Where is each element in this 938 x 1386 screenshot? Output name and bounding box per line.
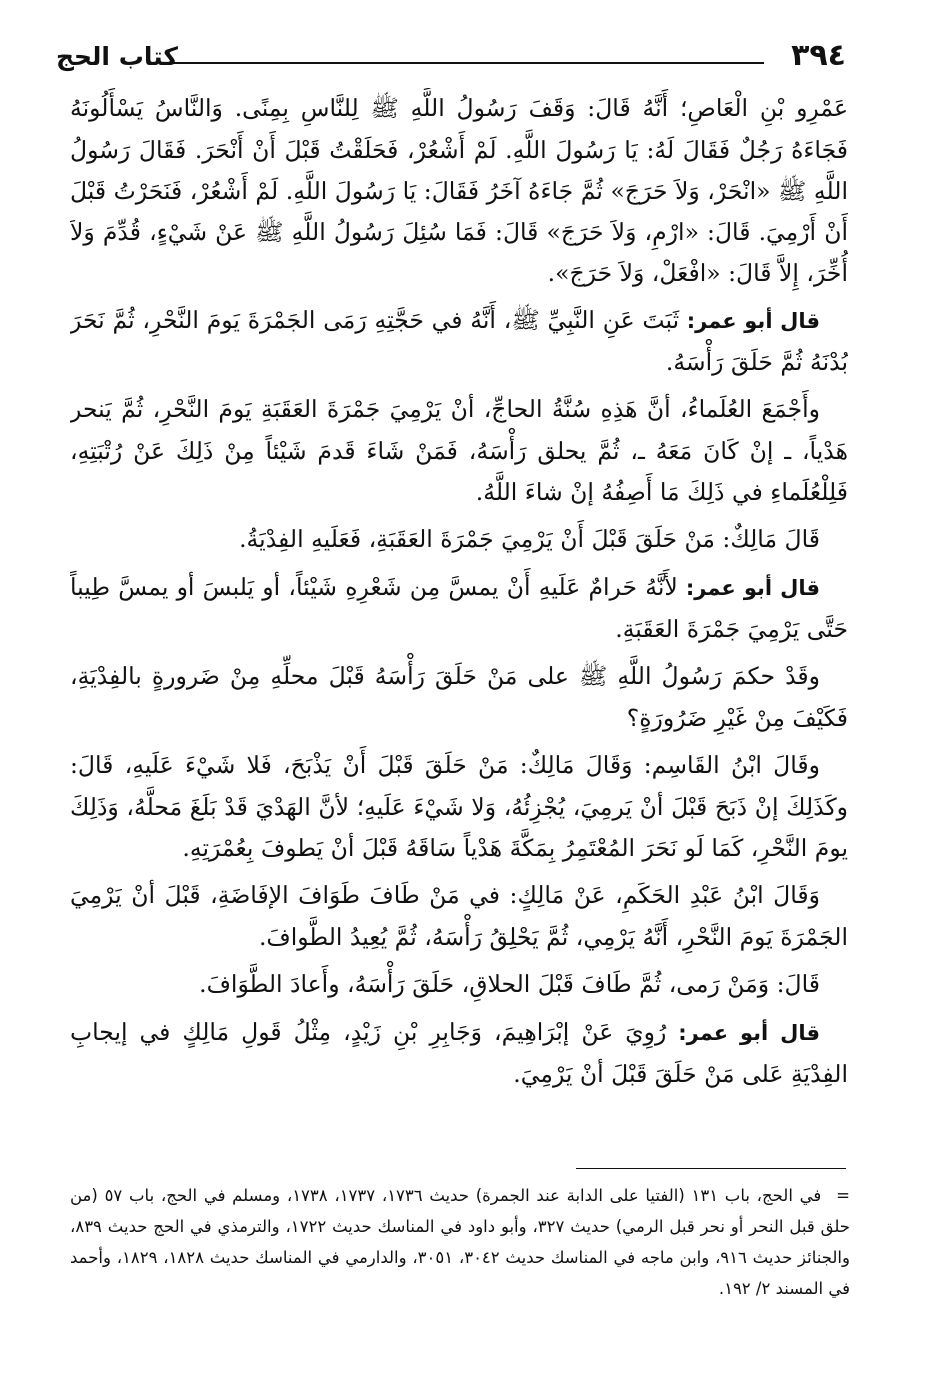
page-header [56, 36, 846, 80]
paragraph-text: وأَجْمَعَ العُلَماءُ، أنَّ هَذِهِ سُنَّةُ الحاجِّ، أنْ يَرْمِيَ جَمْرَةَ العَقَبَةِ يَومَ النَّحْرِ، ثُمَّ يَنحر هَدْياً، ـ إنْ كَانَ مَعَهُ ـ، ثُمَّ يحلق رَأْسَهُ، فَمَنْ شَاءَ قَدمَ شَيْئاً مِنْ ذَلِكَ عَنْ رُتْبَتِهِ، فَلِلْعُلَماءِ في ذَلِكَ مَا أَصِفُهُ إنْ شاءَ اللَّهُ. [70, 395, 848, 506]
paragraph-text: قَالَ مَالِكٌ: مَنْ حَلَقَ قَبْلَ أَنْ يَرْمِيَ جَمْرَةَ العَقَبَةِ، فَعَلَيهِ الفِدْيَةُ. [239, 525, 820, 553]
paragraph-text: وقَالَ ابْنُ القَاسِم: وَقَالَ مَالِكٌ: مَنْ حَلَقَ قَبْلَ أَنْ يَذْبَحَ، فَلا شَيْءَ عَلَيهِ، قَالَ: وكَذَلِكَ إنْ ذَبَحَ قَبْلَ أنْ يَرمِيَ، يُجْزِئُهُ، وَلا شَيْءَ عَلَيهِ؛ لأنَّ الهَدْيَ قَدْ بَلَغَ مَحلَّهُ، وَذَلِكَ يومَ النَّحْرِ، كَمَا لَو نَحَرَ المُعْتَمِرُ بِمَكَّةَ هَدْياً سَاقَهُ قَبْلَ أنْ يَطوفَ بِعُمْرَتِهِ. [70, 751, 848, 862]
paragraph-text: رُوِيَ عَنْ إبْرَاهِيمَ، وَجَابِرِ بْنِ زَيْدٍ، مِثْلُ قَولِ مَالِكٍ في إيجابِ الفِدْيَةِ عَلى مَنْ حَلَقَ قَبْلَ أنْ يَرْمِيَ. [70, 1018, 848, 1088]
paragraph-9 [70, 964, 848, 1006]
footnote-text: في الحج، باب ١٣١ (الفتيا على الدابة عند الجمرة) حديث ١٧٣٦، ١٧٣٧، ١٧٣٨، ومسلم في الحج، باب ٥٧ (من حلق قبل النحر أو نحر قبل الرمي) حديث ٣٢٧، وأبو داود في المناسك حديث ١٧٢٢، والترمذي في الحج حديث ٨٣٩، والجنائز حديث ٩١٦، وابن ماجه في المناسك حديث ٣٠٤٢، ٣٠٥١، والدارمي في المناسك حديث ١٨٢٨، ١٨٢٩، وأحمد في المسند ٢/ ١٩٢. [70, 1186, 850, 1298]
paragraph-1 [70, 88, 848, 294]
footnote-rule [576, 1168, 846, 1169]
paragraph-5 [70, 567, 848, 650]
paragraph-10 [70, 1012, 848, 1095]
paragraph-6 [70, 656, 848, 739]
page-number: ٣٩٤ [791, 38, 846, 73]
paragraph-text: وَقَالَ ابْنُ عَبْدِ الحَكَمِ، عَنْ مَالِكٍ: في مَنْ طَافَ طَوَافَ الإفَاضَةِ، قَبْلَ أنْ يَرْمِيَ الجَمْرَةَ يَومَ النَّحْرِ، أَنَّهُ يَرْمِي، ثُمَّ يَحْلِقُ رَأْسَهُ، ثُمَّ يُعِيدُ الطَّوافَ. [70, 881, 848, 951]
footnote-marker: = [836, 1186, 850, 1205]
paragraph-4 [70, 519, 848, 561]
paragraph-text: وقَدْ حكمَ رَسُولُ اللَّهِ ﷺ على مَنْ حَلَقَ رَأْسَهُ قَبْلَ محلِّهِ مِنْ ضَرورةٍ بالفِدْيَةِ، فَكَيْفَ مِنْ غَيْرِ ضَرُورَةٍ؟ [70, 662, 848, 732]
paragraph-lead: قال أبو عمر: [677, 576, 820, 600]
paragraph-text: قَالَ: وَمَنْ رَمى، ثُمَّ طَافَ قَبْلَ الحلاقِ، حَلَقَ رَأْسَهُ، وأَعادَ الطَّوَافَ. [199, 970, 820, 998]
main-text [70, 88, 848, 1158]
paragraph-lead: قال أبو عمر: [666, 1021, 820, 1045]
paragraph-text: عَمْرِو بْنِ الْعَاصِ؛ أَنَّهُ قَالَ: وَقَفَ رَسُولُ اللَّهِ ﷺ لِلنَّاسِ بِمِنًى. وَالنَّاسُ يَسْأَلُونَهُ فَجَاءَهُ رَجُلٌ فَقَالَ لَهُ: يَا رَسُولَ اللَّهِ. لَمْ أَشْعُرْ، فَحَلَقْتُ قَبْلَ أَنْ أَنْحَرَ. فَقَالَ رَسُولُ اللَّهِ ﷺ «انْحَرْ، وَلاَ حَرَجَ» ثُمَّ جَاءَهُ آخَرُ فَقَالَ: يَا رَسُولَ اللَّهِ. لَمْ أَشْعُرْ، فَنَحَرْتُ قَبْلَ أَنْ أَرْمِيَ. قَالَ: «ارْمِ، وَلاَ حَرَجَ» قَالَ: فَمَا سُئِلَ رَسُولُ اللَّهِ ﷺ عَنْ شَيْءٍ، قُدِّمَ وَلاَ أُخِّرَ، إِلاَّ قَالَ: «افْعَلْ، وَلاَ حَرَجَ». [70, 94, 848, 287]
paragraph-text: ثَبَتَ عَنِ النَّبِيِّ ﷺ، أَنَّهُ في حَجَّتِهِ رَمَى الجَمْرَةَ يَومَ النَّحْرِ، ثُمَّ نَحَرَ بُدْنَهُ ثُمَّ حَلَقَ رَأْسَهُ. [70, 306, 848, 376]
paragraph-8 [70, 875, 848, 958]
header-rule [160, 62, 764, 64]
footnote [70, 1180, 850, 1350]
paragraph-7 [70, 745, 848, 869]
paragraph-lead: قال أبو عمر: [679, 309, 820, 333]
paragraph-2 [70, 300, 848, 383]
book-title: كتاب الحج [56, 42, 178, 71]
paragraph-3 [70, 389, 848, 513]
paragraph-text: لأَنَّهُ حَرامٌ عَلَيهِ أَنْ يمسَّ مِن شَعْرِهِ شَيْئاً، أو يَلبسَ أو يمسَّ طِيباً حَتَّى يَرْمِيَ جَمْرَةَ العَقَبَةِ. [70, 573, 848, 643]
